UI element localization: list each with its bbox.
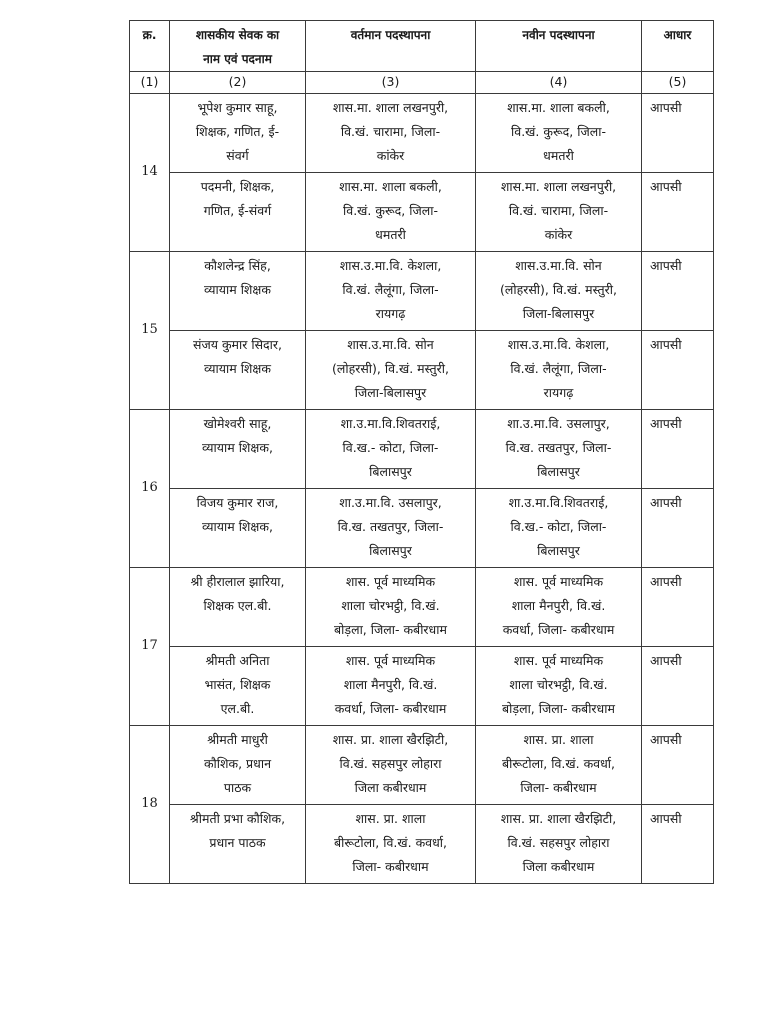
new-posting: शास.उ.मा.वि. केशला, वि.खं. लैलूंगा, जिला- रायगढ़ [476, 331, 642, 410]
header-current-posting: वर्तमान पदस्थापना [306, 21, 476, 72]
employee-name-designation: श्रीमती माधुरी कौशिक, प्रधान पाठक [170, 726, 306, 805]
new-posting: शास. प्रा. शाला खैरझिटी, वि.खं. सहसपुर लोहारा जिला कबीरधाम [476, 805, 642, 884]
serial-number: 16 [130, 410, 170, 568]
table-row [130, 726, 714, 805]
table-row [130, 647, 714, 726]
table-row [130, 489, 714, 568]
current-posting: शास.उ.मा.वि. सोन (लोहरसी), वि.खं. मस्तुरी, जिला-बिलासपुर [306, 331, 476, 410]
employee-name-designation: श्री हीरालाल झारिया, शिक्षक एल.बी. [170, 568, 306, 647]
transfer-basis: आपसी [642, 331, 714, 410]
new-posting: शास. पूर्व माध्यमिक शाला चोरभट्ठी, वि.खं. बोड़ला, जिला- कबीरधाम [476, 647, 642, 726]
current-posting: शास. पूर्व माध्यमिक शाला मैनपुरी, वि.खं. कवर्धा, जिला- कबीरधाम [306, 647, 476, 726]
current-posting: शास. प्रा. शाला बीरूटोला, वि.खं. कवर्धा, जिला- कबीरधाम [306, 805, 476, 884]
transfer-table [129, 20, 714, 884]
transfer-basis: आपसी [642, 252, 714, 331]
table-row [130, 331, 714, 410]
header-new-posting: नवीन पदस्थापना [476, 21, 642, 72]
employee-name-designation: पदमनी, शिक्षक, गणित, ई-संवर्ग [170, 173, 306, 252]
table-row [130, 173, 714, 252]
current-posting: शास.मा. शाला बकली, वि.खं. कुरूद, जिला- धमतरी [306, 173, 476, 252]
table-body [130, 94, 714, 884]
column-number: (2) [170, 72, 306, 94]
employee-name-designation: संजय कुमार सिदार, व्यायाम शिक्षक [170, 331, 306, 410]
new-posting: शा.उ.मा.वि.शिवतराई, वि.ख.- कोटा, जिला- बिलासपुर [476, 489, 642, 568]
table-row [130, 805, 714, 884]
serial-number: 14 [130, 94, 170, 252]
new-posting: शास.मा. शाला बकली, वि.खं. कुरूद, जिला- धमतरी [476, 94, 642, 173]
table-row [130, 568, 714, 647]
current-posting: शास.मा. शाला लखनपुरी, वि.खं. चारामा, जिला- कांकेर [306, 94, 476, 173]
column-number: (1) [130, 72, 170, 94]
current-posting: शा.उ.मा.वि.शिवतराई, वि.ख.- कोटा, जिला- बिलासपुर [306, 410, 476, 489]
current-posting: शास.उ.मा.वि. केशला, वि.खं. लैलूंगा, जिला- रायगढ़ [306, 252, 476, 331]
employee-name-designation: श्रीमती प्रभा कौशिक, प्रधान पाठक [170, 805, 306, 884]
employee-name-designation: खोमेश्वरी साहू, व्यायाम शिक्षक, [170, 410, 306, 489]
current-posting: शा.उ.मा.वि. उसलापुर, वि.ख. तखतपुर, जिला- बिलासपुर [306, 489, 476, 568]
transfer-basis: आपसी [642, 94, 714, 173]
new-posting: शास. पूर्व माध्यमिक शाला मैनपुरी, वि.खं. कवर्धा, जिला- कबीरधाम [476, 568, 642, 647]
new-posting: शास.मा. शाला लखनपुरी, वि.खं. चारामा, जिला- कांकेर [476, 173, 642, 252]
new-posting: शास. प्रा. शाला बीरूटोला, वि.खं. कवर्धा, जिला- कबीरधाम [476, 726, 642, 805]
table-row [130, 410, 714, 489]
employee-name-designation: भूपेश कुमार साहू, शिक्षक, गणित, ई- संवर्ग [170, 94, 306, 173]
current-posting: शास. प्रा. शाला खैरझिटी, वि.खं. सहसपुर लोहारा जिला कबीरधाम [306, 726, 476, 805]
transfer-basis: आपसी [642, 805, 714, 884]
new-posting: शा.उ.मा.वि. उसलापुर, वि.ख. तखतपुर, जिला- बिलासपुर [476, 410, 642, 489]
column-number: (5) [642, 72, 714, 94]
column-number: (4) [476, 72, 642, 94]
transfer-basis: आपसी [642, 173, 714, 252]
header-serial-number: क्र. [130, 21, 170, 72]
employee-name-designation: श्रीमती अनिता भासंत, शिक्षक एल.बी. [170, 647, 306, 726]
column-number: (3) [306, 72, 476, 94]
transfer-basis: आपसी [642, 410, 714, 489]
table-header-row [130, 21, 714, 72]
header-basis: आधार [642, 21, 714, 72]
employee-name-designation: विजय कुमार राज, व्यायाम शिक्षक, [170, 489, 306, 568]
column-number-row [130, 72, 714, 94]
table-row [130, 252, 714, 331]
employee-name-designation: कौशलेन्द्र सिंह, व्यायाम शिक्षक [170, 252, 306, 331]
serial-number: 17 [130, 568, 170, 726]
transfer-basis: आपसी [642, 726, 714, 805]
table-row [130, 94, 714, 173]
transfer-basis: आपसी [642, 568, 714, 647]
header-employee-name: शासकीय सेवक का नाम एवं पदनाम [170, 21, 306, 72]
serial-number: 18 [130, 726, 170, 884]
new-posting: शास.उ.मा.वि. सोन (लोहरसी), वि.खं. मस्तुरी, जिला-बिलासपुर [476, 252, 642, 331]
transfer-basis: आपसी [642, 647, 714, 726]
transfer-basis: आपसी [642, 489, 714, 568]
current-posting: शास. पूर्व माध्यमिक शाला चोरभट्ठी, वि.खं. बोड़ला, जिला- कबीरधाम [306, 568, 476, 647]
serial-number: 15 [130, 252, 170, 410]
